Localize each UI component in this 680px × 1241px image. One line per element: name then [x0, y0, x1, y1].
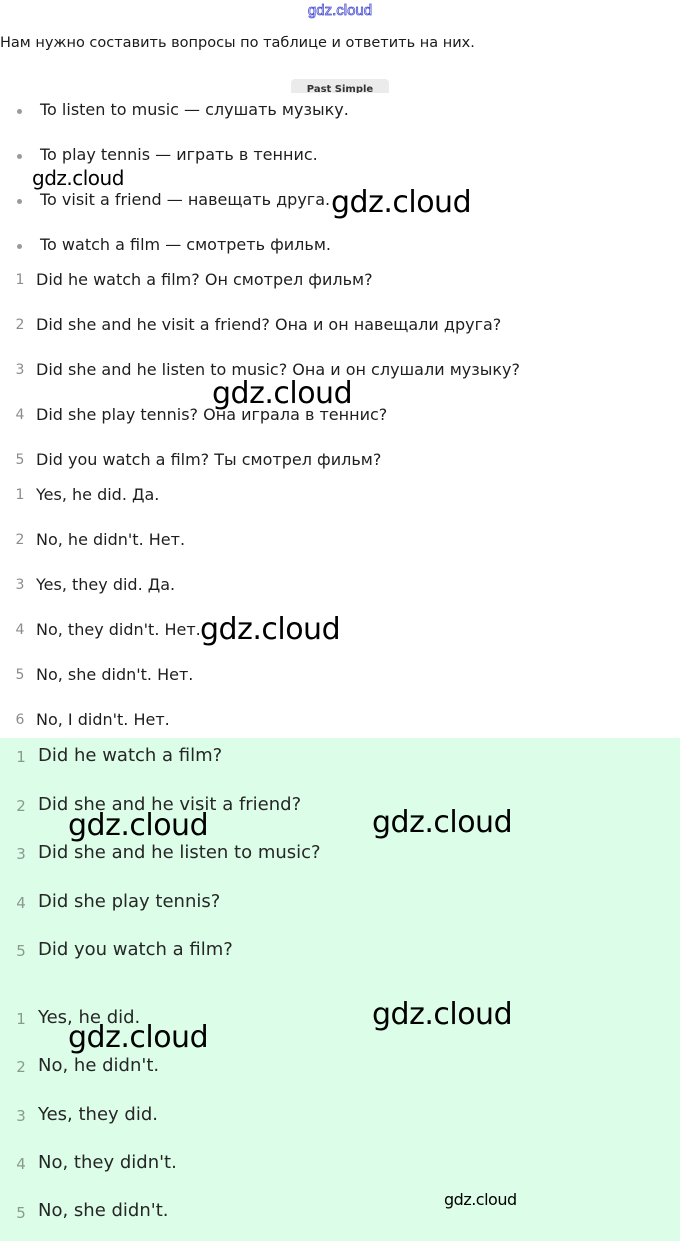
list-number: 4 [15, 407, 25, 423]
watermark: gdz.cloud [68, 808, 209, 843]
list-number: 3 [16, 845, 26, 863]
vocab-item: To listen to music — слушать музыку. [40, 100, 349, 119]
list-number: 2 [15, 532, 25, 548]
vocab-item: To visit a friend — навещать друга. [40, 190, 331, 209]
question-line: Did he watch a film? Он смотрел фильм? [36, 270, 373, 289]
list-number: 2 [16, 797, 26, 815]
vocab-item: To play tennis — играть в теннис. [40, 145, 318, 164]
watermark: gdz.cloud [212, 376, 353, 411]
list-number: 3 [15, 362, 25, 378]
bullet-dot [17, 199, 22, 204]
watermark: gdz.cloud [444, 1190, 517, 1209]
question-line: Did she play tennis? Она играла в теннис? [36, 405, 388, 424]
list-number: 1 [16, 1010, 26, 1028]
watermark: gdz.cloud [331, 185, 472, 220]
list-number: 1 [16, 748, 26, 766]
watermark: gdz.cloud [200, 612, 341, 647]
answer-line: No, they didn't. [38, 1152, 177, 1173]
list-number: 2 [16, 1058, 26, 1076]
list-number: 1 [15, 272, 25, 288]
list-number: 5 [16, 1204, 26, 1222]
question-line: Did she and he listen to music? Она и он слушали музыку? [36, 360, 520, 379]
list-number: 4 [15, 622, 25, 638]
answer-line: No, she didn't. [38, 1200, 169, 1221]
question-line: Did she and he visit a friend? Она и он навещали друга? [36, 315, 502, 334]
answer-line: No, they didn't. Нет. [36, 620, 201, 639]
answer-line: No, he didn't. [38, 1055, 160, 1076]
answer-line: Yes, he did. [38, 1007, 141, 1028]
question-line: Did she and he visit a friend? [38, 794, 302, 815]
question-line: Did he watch a film? [38, 745, 223, 766]
list-number: 5 [16, 942, 26, 960]
watermark: gdz.cloud [68, 1020, 209, 1055]
watermark: gdz.cloud [32, 166, 124, 190]
tense-chip[interactable]: Past Simple [291, 79, 389, 93]
list-number: 2 [15, 317, 25, 333]
list-number: 3 [15, 577, 25, 593]
bullet-dot [17, 244, 22, 249]
question-line: Did she play tennis? [38, 891, 221, 912]
list-number: 5 [15, 667, 25, 683]
site-logo[interactable]: gdz.cloud [307, 2, 373, 19]
intro-text: Нам нужно составить вопросы по таблице и ответить на них. [0, 35, 475, 51]
list-number: 4 [16, 894, 26, 912]
question-line: Did she and he listen to music? [38, 842, 321, 863]
answer-line: Yes, they did. [38, 1104, 158, 1125]
answer-line: No, he didn't. Нет. [36, 530, 186, 549]
watermark: gdz.cloud [372, 997, 513, 1032]
watermark: gdz.cloud [372, 805, 513, 840]
bullet-dot [17, 154, 22, 159]
question-line: Did you watch a film? [38, 939, 233, 960]
answer-line: No, she didn't. Нет. [36, 665, 194, 684]
list-number: 4 [16, 1155, 26, 1173]
bullet-dot [17, 109, 22, 114]
list-number: 6 [15, 712, 25, 728]
list-number: 3 [16, 1107, 26, 1125]
list-number: 1 [15, 487, 25, 503]
answer-line: No, I didn't. Нет. [36, 710, 170, 729]
answer-line: Yes, he did. Да. [36, 485, 160, 504]
list-number: 5 [15, 452, 25, 468]
answer-line: Yes, they did. Да. [36, 575, 176, 594]
question-line: Did you watch a film? Ты смотрел фильм? [36, 450, 382, 469]
vocab-item: To watch a film — смотреть фильм. [40, 235, 331, 254]
